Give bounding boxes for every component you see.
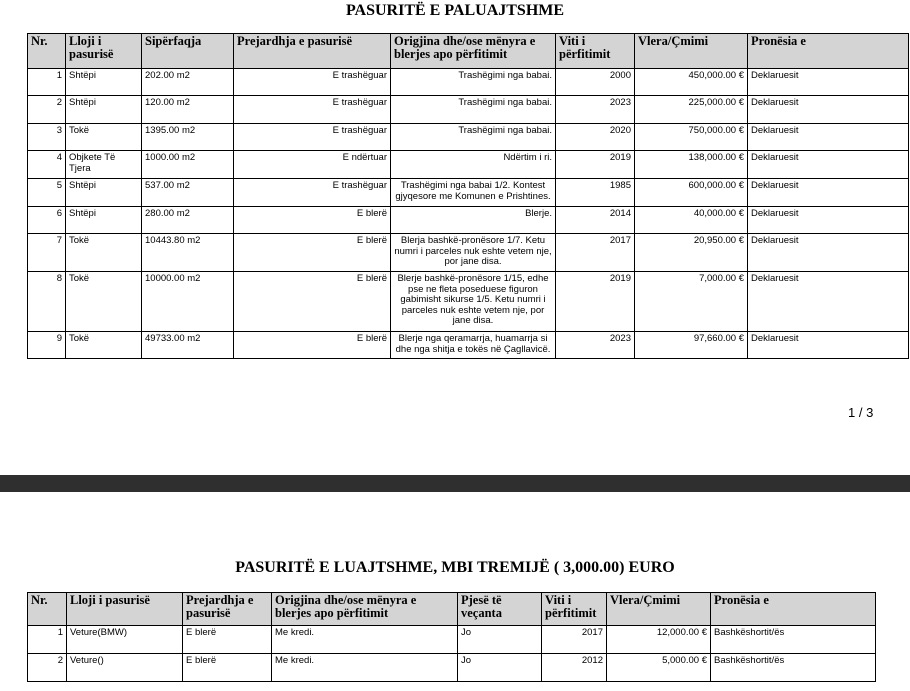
header-parts: Pjesë të veçanta [458, 593, 542, 626]
cell-owner: Deklaruesit [748, 69, 909, 96]
cell-type: Tokë [66, 272, 142, 332]
table-row [28, 96, 909, 124]
cell-year: 2017 [542, 626, 607, 654]
cell-area: 120.00 m2 [142, 96, 234, 124]
cell-method: Blerje bashkë-pronësore 1/15, edhe pse ne fleta poseduese figuron gabimisht sikurse 1/5. Ketu numri i parceles nuk eshte vetem nje, por jane disa. [391, 272, 556, 332]
cell-origin: E blerë [234, 332, 391, 359]
cell-nr: 7 [28, 234, 66, 272]
cell-owner: Deklaruesit [748, 207, 909, 234]
cell-method: Me kredi. [272, 654, 458, 682]
table-row [28, 69, 909, 96]
cell-owner: Deklaruesit [748, 332, 909, 359]
cell-method: Blerje nga qeramarrja, huamarrja si dhe nga shitja e tokës në Çagllavicë. [391, 332, 556, 359]
cell-year: 2019 [556, 272, 635, 332]
cell-area: 537.00 m2 [142, 179, 234, 207]
cell-value: 12,000.00 € [607, 626, 711, 654]
cell-origin: E blerë [234, 272, 391, 332]
cell-owner: Bashkëshortit/ës [711, 626, 876, 654]
header-method: Origjina dhe/ose mënyra e blerjes apo përfitimit [391, 34, 556, 69]
cell-year: 2017 [556, 234, 635, 272]
cell-method: Trashëgimi nga babai. [391, 96, 556, 124]
cell-origin: E ndërtuar [234, 151, 391, 179]
immovable-table [27, 33, 909, 359]
header-type: Lloji i pasurisë [67, 593, 183, 626]
table-row [28, 207, 909, 234]
cell-year: 2019 [556, 151, 635, 179]
header-owner: Pronësia e [748, 34, 909, 69]
cell-area: 10000.00 m2 [142, 272, 234, 332]
cell-area: 202.00 m2 [142, 69, 234, 96]
cell-type: Veture() [67, 654, 183, 682]
cell-owner: Deklaruesit [748, 234, 909, 272]
cell-origin: E trashëguar [234, 124, 391, 151]
cell-parts: Jo [458, 654, 542, 682]
cell-parts: Jo [458, 626, 542, 654]
cell-area: 49733.00 m2 [142, 332, 234, 359]
header-method: Origjina dhe/ose mënyra e blerjes apo përfitimit [272, 593, 458, 626]
cell-value: 750,000.00 € [635, 124, 748, 151]
cell-value: 138,000.00 € [635, 151, 748, 179]
cell-method: Trashëgimi nga babai 1/2. Kontest gjyqesore me Komunen e Prishtines. [391, 179, 556, 207]
header-value: Vlera/Çmimi [635, 34, 748, 69]
cell-type: Veture(BMW) [67, 626, 183, 654]
cell-year: 1985 [556, 179, 635, 207]
cell-owner: Deklaruesit [748, 151, 909, 179]
cell-origin: E blerë [234, 207, 391, 234]
header-origin: Prejardhja e pasurisë [183, 593, 272, 626]
table-row [28, 234, 909, 272]
cell-method: Blerje. [391, 207, 556, 234]
cell-year: 2000 [556, 69, 635, 96]
page-number: 1 / 3 [848, 405, 874, 420]
table-row [28, 332, 909, 359]
cell-value: 450,000.00 € [635, 69, 748, 96]
header-nr: Nr. [28, 34, 66, 69]
cell-method: Me kredi. [272, 626, 458, 654]
cell-value: 40,000.00 € [635, 207, 748, 234]
table-row [28, 626, 876, 654]
cell-year: 2014 [556, 207, 635, 234]
cell-type: Tokë [66, 332, 142, 359]
cell-nr: 5 [28, 179, 66, 207]
cell-origin: E trashëguar [234, 179, 391, 207]
page-separator [0, 475, 910, 492]
cell-value: 97,660.00 € [635, 332, 748, 359]
cell-origin: E trashëguar [234, 96, 391, 124]
cell-type: Shtëpi [66, 69, 142, 96]
cell-area: 280.00 m2 [142, 207, 234, 234]
movable-table [27, 592, 876, 682]
header-origin: Prejardhja e pasurisë [234, 34, 391, 69]
cell-method: Trashëgimi nga babai. [391, 69, 556, 96]
header-year: Viti i përfitimit [556, 34, 635, 69]
table-row [28, 654, 876, 682]
immovable-title: PASURITË E PALUAJTSHME [345, 2, 565, 19]
cell-owner: Bashkëshortit/ës [711, 654, 876, 682]
cell-method: Trashëgimi nga babai. [391, 124, 556, 151]
movable-title: PASURITË E LUAJTSHME, MBI TREMIJË ( 3,000.00) EURO [235, 559, 675, 576]
cell-year: 2020 [556, 124, 635, 151]
cell-type: Objkete Të Tjera [66, 151, 142, 179]
cell-nr: 8 [28, 272, 66, 332]
cell-nr: 1 [28, 626, 67, 654]
header-value: Vlera/Çmimi [607, 593, 711, 626]
header-year: Viti i përfitimit [542, 593, 607, 626]
cell-origin: E blerë [234, 234, 391, 272]
cell-type: Tokë [66, 234, 142, 272]
cell-value: 5,000.00 € [607, 654, 711, 682]
header-type: Lloji i pasurisë [66, 34, 142, 69]
cell-year: 2023 [556, 96, 635, 124]
cell-type: Shtëpi [66, 179, 142, 207]
cell-nr: 2 [28, 654, 67, 682]
header-owner: Pronësia e [711, 593, 876, 626]
cell-method: Blerja bashkë-pronësore 1/7. Ketu numri i parceles nuk eshte vetem nje, por jane disa. [391, 234, 556, 272]
table-row [28, 151, 909, 179]
cell-value: 7,000.00 € [635, 272, 748, 332]
cell-origin: E blerë [183, 654, 272, 682]
cell-nr: 9 [28, 332, 66, 359]
movable-header-row [28, 593, 876, 626]
cell-type: Shtëpi [66, 96, 142, 124]
cell-nr: 4 [28, 151, 66, 179]
cell-year: 2023 [556, 332, 635, 359]
cell-type: Shtëpi [66, 207, 142, 234]
cell-value: 225,000.00 € [635, 96, 748, 124]
cell-year: 2012 [542, 654, 607, 682]
header-nr: Nr. [28, 593, 67, 626]
header-area: Sipërfaqja [142, 34, 234, 69]
cell-area: 1000.00 m2 [142, 151, 234, 179]
cell-area: 10443.80 m2 [142, 234, 234, 272]
cell-nr: 1 [28, 69, 66, 96]
cell-origin: E trashëguar [234, 69, 391, 96]
cell-owner: Deklaruesit [748, 124, 909, 151]
cell-method: Ndërtim i ri. [391, 151, 556, 179]
cell-nr: 6 [28, 207, 66, 234]
table-row [28, 272, 909, 332]
cell-origin: E blerë [183, 626, 272, 654]
cell-area: 1395.00 m2 [142, 124, 234, 151]
cell-owner: Deklaruesit [748, 96, 909, 124]
cell-value: 600,000.00 € [635, 179, 748, 207]
cell-owner: Deklaruesit [748, 179, 909, 207]
table-row [28, 124, 909, 151]
cell-type: Tokë [66, 124, 142, 151]
cell-nr: 3 [28, 124, 66, 151]
cell-value: 20,950.00 € [635, 234, 748, 272]
table-row [28, 179, 909, 207]
cell-owner: Deklaruesit [748, 272, 909, 332]
cell-nr: 2 [28, 96, 66, 124]
immovable-header-row [28, 34, 909, 69]
